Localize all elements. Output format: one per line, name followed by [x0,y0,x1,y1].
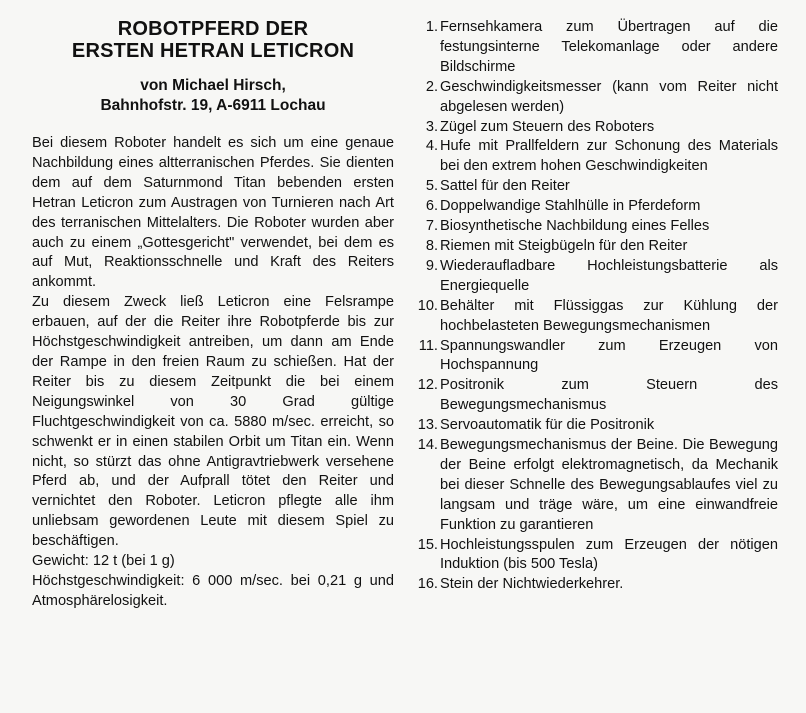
list-item: 9. Wiederaufladbare Hochleistungsbatterie als Energiequelle [425,257,778,294]
paragraph-1: Bei diesem Roboter handelt es sich um eine genaue Nachbildung eines altterranischen Pferdes. Sie dienten dem auf dem Saturnmond Titan bebenden ersten Hetran Leticron zum Austragen von Turnieren nach Art des terranischen Mittelalters. Die Roboter wurden aber auch zu einem „Gottesgericht" verwendet, bei dem es auf Mut, Reaktionsschnelle und Kraft des Reiters ankommt. [32,135,394,291]
left-column [32,18,394,612]
list-item: 4. Hufe mit Prallfeldern zur Schonung des Materials bei den extrem hohen Geschwindigkeiten [425,138,778,175]
author-name: von Michael Hirsch, [140,77,286,94]
list-item: 12. Positronik zum Steuern des Bewegungsmechanismus [417,377,778,414]
list-item: 1. Fernsehkamera zum Übertragen auf die festungsinterne Telekomanlage oder andere Bildschirme [425,19,778,75]
max-speed-spec: Höchstgeschwindigkeit: 6 000 m/sec. bei 0,21 g und Atmosphärelosigkeit. [32,572,394,609]
list-item: 7. Biosynthetische Nachbildung eines Felles [425,218,710,235]
list-item: 8. Riemen mit Steigbügeln für den Reiter [425,237,688,254]
weight-spec: Gewicht: 12 t (bei 1 g) [32,553,175,570]
article-body [32,134,394,552]
list-item: 10. Behälter mit Flüssiggas zur Kühlung der hochbelasteten Bewegungsmechanismen [417,297,778,334]
list-item: 6. Doppelwandige Stahlhülle in Pferdeform [425,198,701,215]
list-item: 11. Spannungswandler zum Erzeugen von Hochspannung [418,337,778,374]
parts-list [412,18,778,595]
list-item: 2. Geschwindigkeitsmesser (kann vom Reiter nicht abgelesen werden) [425,78,778,115]
list-item: 15. Hochleistungsspulen zum Erzeugen der nötigen Induktion (bis 500 Tesla) [417,536,778,573]
right-column [412,18,778,595]
paragraph-2: Zu diesem Zweck ließ Leticron eine Felsrampe erbauen, auf der die Reiter ihre Robotpferde bis zur Höchstgeschwindigkeit antreiben, um dann am Ende der Rampe in den freien Raum zu schießen. Hat der Reiter bis zu diesem Zeitpunkt die bei einem Neigungswinkel von 30 Grad gültige Fluchtgeschwindigkeit von ca. 5880 m/sec. erreicht, so schwenkt er in einen stabilen Orbit um Titan ein. Wenn nicht, so stürzt das ohne Antigravtriebwerk versehene Pferd ab, und der Aufprall tötet den Reiter und vernichtet den Roboter. Leticron pflegte alle ihm unliebsam gewordenen Leute mit diesem Spiel zu beschäftigen. [32,294,394,550]
list-item: 5. Sattel für den Reiter [425,178,570,195]
author-address: Bahnhofstr. 19, A-6911 Lochau [100,97,326,114]
article-title [32,18,394,62]
title-line-2: ERSTEN HETRAN LETICRON [71,40,355,62]
list-item: 13. Servoautomatik für die Positronik [417,417,655,434]
list-item: 14. Bewegungsmechanismus der Beine. Die Bewegung der Beine erfolgt elektromagnetisch, da Mechanik bei dieser Schnelle des Bewegungsablaufes viel zu langsam und träge wäre, um eine einwandfreie Funktion zu garantieren [417,437,778,533]
list-item: 3. Zügel zum Steuern des Roboters [425,118,655,135]
list-item: 16. Stein der Nichtwiederkehrer. [417,576,624,593]
author-byline [32,76,394,116]
title-line-1: ROBOTPFERD DER [117,18,309,40]
